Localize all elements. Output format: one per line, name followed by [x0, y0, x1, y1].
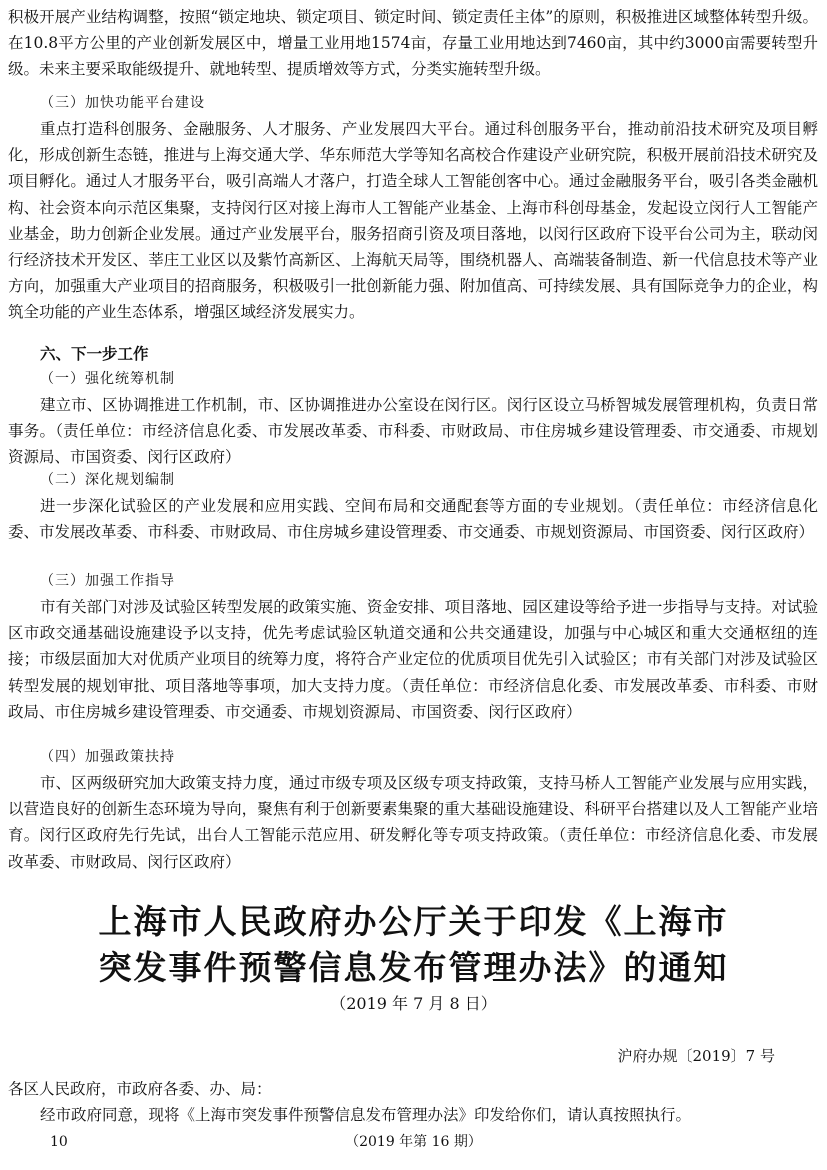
- notice-body: 经市政府同意，现将《上海市突发事件预警信息发布管理办法》印发给你们，请认真按照执行。: [40, 1106, 692, 1124]
- notice-addressee: 各区人民政府，市政府各委、办、局：: [8, 1080, 272, 1098]
- paragraph-four-platforms: 重点打造科创服务、金融服务、人才服务、产业发展四大平台。通过科创服务平台，推动前沿技术研究及项目孵化，形成创新生态链，推进与上海交通大学、华东师范大学等知名高校合作建设产业研究院，积极开展前沿技术研究及项目孵化。通过人才服务平台，吸引高端人才落户，打造全球人工智能创客中心。通过金融服务平台，吸引各类金融机构、社会资本向示范区集聚，支持闵行区对接上海市人工智能产业基金、上海市科创母基金，发起设立闵行人工智能产业基金，助力创新企业发展。通过产业发展平台，服务招商引资及项目落地，以闵行区政府下设平台公司为主，联动闵行经济技术开发区、莘庄工业区以及紫竹高新区、上海航天局等，围绕机器人、高端装备制造、新一代信息技术等产业方向，加强重大产业项目的招商服务，积极吸引一批创新能力强、附加值高、可持续发展、具有国际竞争力的企业，构筑全功能的产业生态体系，增强区域经济发展实力。: [8, 120, 818, 322]
- subheading-planning: （二）深化规划编制: [40, 472, 175, 488]
- paragraph-industry-restructuring: 积极开展产业结构调整，按照“锁定地块、锁定项目、锁定时间、锁定责任主体”的原则，积极推进区域整体转型升级。在10.8平方公里的产业创新发展区中，增量工业用地1574亩，存量工业用地达到7460亩，其中约3000亩需要转型升级。未来主要采取能级提升、就地转型、提质增效等方式，分类实施转型升级。: [8, 8, 818, 79]
- notice-title-line-2: 突发事件预警信息发布管理办法》的通知: [98, 948, 729, 987]
- subheading-function-platforms: （三）加快功能平台建设: [40, 95, 205, 111]
- subheading-policy-support: （四）加强政策扶持: [40, 749, 175, 765]
- page-number: 10: [50, 1134, 68, 1150]
- heading-next-steps: 六、下一步工作: [40, 345, 149, 363]
- paragraph-guidance: 市有关部门对涉及试验区转型发展的政策实施、资金安排、项目落地、园区建设等给予进一步指导与支持。对试验区市政交通基础设施建设予以支持，优先考虑试验区轨道交通和公共交通建设，加强与中心城区和重大交通枢纽的连接；市级层面加大对优质产业项目的统筹力度，将符合产业定位的优质项目优先引入试验区；市有关部门对涉及试验区转型发展的规划审批、项目落地等事项，加大支持力度。（责任单位：市经济信息化委、市发展改革委、市科委、市财政局、市住房城乡建设管理委、市交通委、市规划资源局、市国资委、闵行区政府）: [8, 598, 818, 721]
- issue-label: （2019 年第 16 期）: [345, 1134, 482, 1150]
- paragraph-planning: 进一步深化试验区的产业发展和应用实践、空间布局和交通配套等方面的专业规划。（责任单位：市经济信息化委、市发展改革委、市科委、市财政局、市住房城乡建设管理委、市交通委、市规划资源局、市国资委、闵行区政府）: [8, 497, 818, 542]
- paragraph-policy-support: 市、区两级研究加大政策支持力度，通过市级专项及区级专项支持政策，支持马桥人工智能产业发展与应用实践，以营造良好的创新生态环境为导向，聚焦有利于创新要素集聚的重大基础设施建设、科研平台搭建以及人工智能产业培育。闵行区政府先行先试，出台人工智能示范应用、研发孵化等专项支持政策。（责任单位：市经济信息化委、市发展改革委、市财政局、闵行区政府）: [8, 774, 818, 871]
- subheading-guidance: （三）加强工作指导: [40, 573, 175, 589]
- document-number: 沪府办规〔2019〕7 号: [617, 1047, 775, 1065]
- notice-date: （2019 年 7 月 8 日）: [330, 994, 497, 1013]
- notice-title-line-1: 上海市人民政府办公厅关于印发《上海市: [98, 902, 729, 941]
- subheading-coordination: （一）强化统筹机制: [40, 371, 175, 387]
- paragraph-coordination: 建立市、区协调推进工作机制，市、区协调推进办公室设在闵行区。闵行区设立马桥智城发展管理机构，负责日常事务。（责任单位：市经济信息化委、市发展改革委、市科委、市财政局、市住房城乡建设管理委、市交通委、市规划资源局、市国资委、闵行区政府）: [8, 396, 818, 467]
